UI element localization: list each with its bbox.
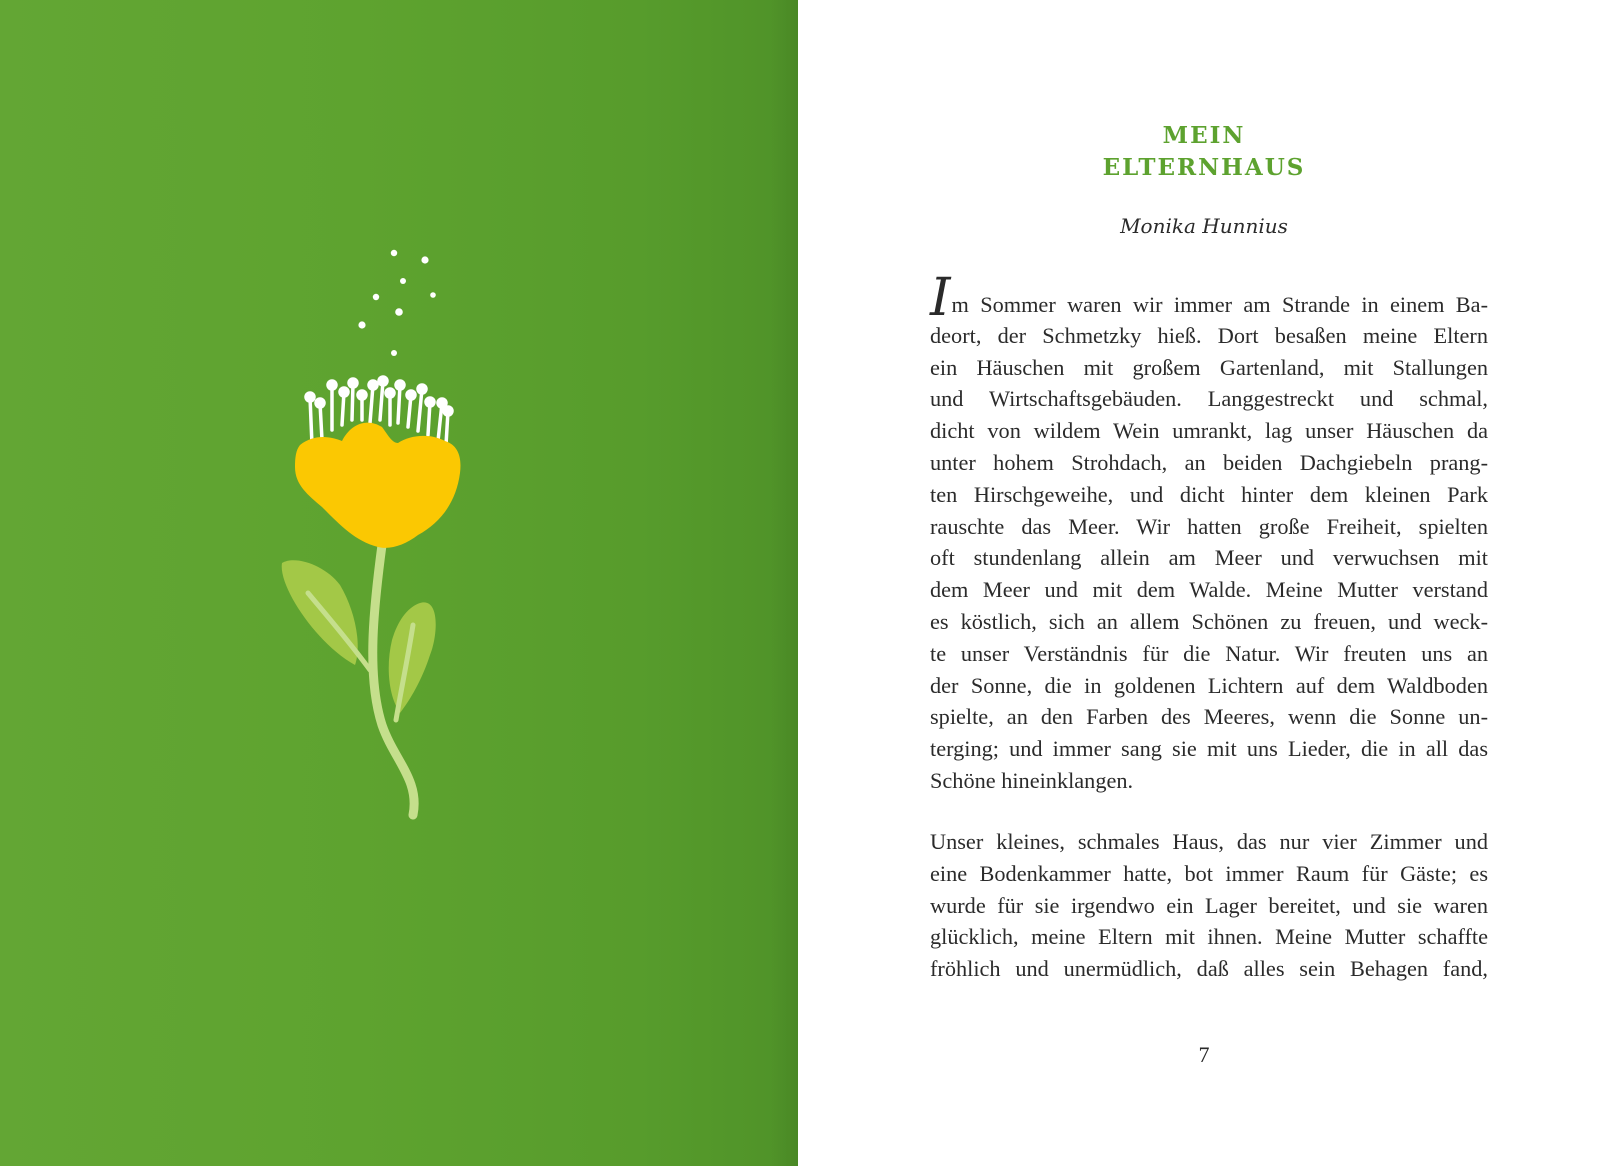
paragraph-line: unter hohem Strohdach, an beiden Dachgiebeln prang- [930,449,1488,475]
paragraph-2 [930,826,1488,985]
chapter-title-line-2: ELTERNHAUS [1102,154,1306,181]
right-leaf [389,602,436,713]
paragraph-line: dem Meer und mit dem Walde. Meine Mutter verstand [930,577,1488,603]
yellow-flower-illustration [270,245,490,845]
paragraph-line: rauschte das Meer. Wir hatten große Freiheit, spielten [930,513,1488,539]
left-leaf [282,560,358,665]
paragraph-line: fröhlich und unermüdlich, daß alles sein Behagen fand, [930,956,1488,982]
paragraph-line: Im Sommer waren wir immer am Strande in einem Ba- [930,268,1488,328]
flower-petals [295,423,460,548]
page-number: 7 [1198,1042,1210,1067]
paragraph-line: te unser Verständnis für die Natur. Wir freuten uns an [930,640,1488,666]
paragraph-line: deort, der Schmetzky hieß. Dort besaßen meine Eltern [930,322,1488,348]
paragraph-line: ten Hirschgeweihe, und dicht hinter dem kleinen Park [930,481,1488,507]
paragraph-line: der Sonne, die in goldenen Lichtern auf dem Waldboden [930,672,1488,698]
paragraph-line: glücklich, meine Eltern mit ihnen. Meine Mutter schaffte [930,924,1488,950]
illustration-page [0,0,798,1166]
author-name: Monika Hunnius [1120,214,1288,238]
paragraph-line: es köstlich, sich an allem Schönen zu freuen, und weck- [930,608,1488,634]
paragraph-line: wurde für sie irgendwo ein Lager bereitet, und sie waren [930,892,1488,918]
text-page [798,0,1600,1166]
paragraph-line: eine Bodenkammer hatte, bot immer Raum für Gäste; es [930,860,1488,886]
drop-cap: I [930,268,951,328]
paragraph-line: dicht von wildem Wein umrankt, lag unser Häuschen da [930,418,1488,444]
paragraph-line: ein Häuschen mit großem Gartenland, mit Stallungen [930,354,1488,380]
paragraph-line: terging; und immer sang sie mit uns Lieder, die in all das [930,736,1488,762]
paragraph-line: und Wirtschaftsgebäuden. Langgestreckt und schmal, [930,386,1488,412]
paragraph-line: oft stundenlang allein am Meer und verwuchsen mit [930,545,1488,571]
paragraph-line: Schöne hineinklangen. [930,767,1134,793]
paragraph-line: spielte, an den Farben des Meeres, wenn die Sonne un- [930,704,1488,730]
chapter-title-line-1: MEIN [1162,122,1246,149]
page-gutter-shadow [770,0,798,1166]
pollen-dots [358,250,435,356]
paragraph-line: Unser kleines, schmales Haus, das nur vier Zimmer und [930,829,1488,854]
paragraph-1 [930,268,1488,797]
